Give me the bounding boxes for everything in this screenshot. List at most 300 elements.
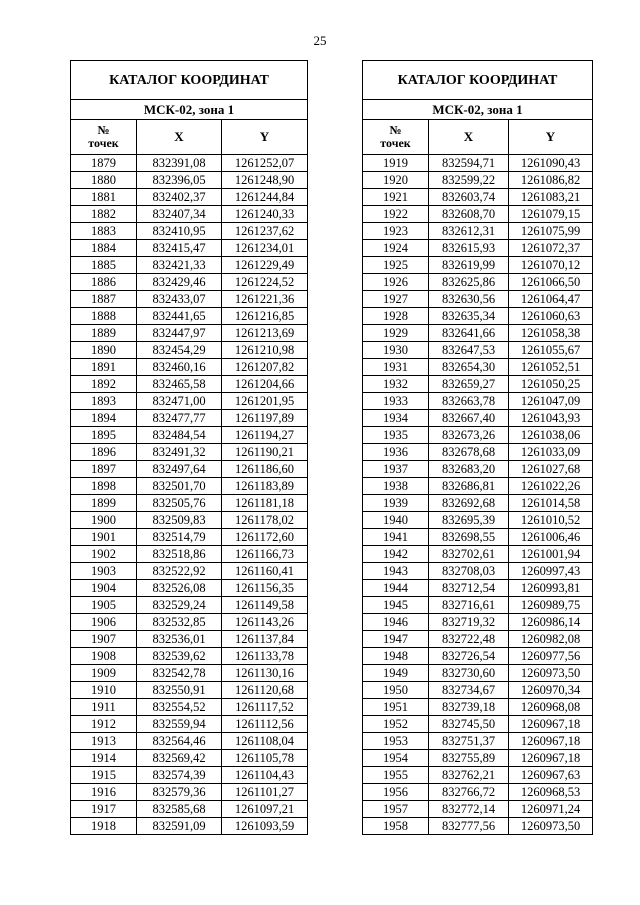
y-coordinate-cell: 1260989,75 — [509, 597, 593, 614]
point-number-cell: 1936 — [363, 444, 429, 461]
x-coordinate-cell: 832579,36 — [137, 784, 222, 801]
y-coordinate-cell: 1260973,50 — [509, 665, 593, 682]
x-coordinate-cell: 832454,29 — [137, 342, 222, 359]
catalog-title: КАТАЛОГ КООРДИНАТ — [363, 61, 593, 100]
table-row — [363, 495, 593, 512]
point-number-cell: 1887 — [71, 291, 137, 308]
point-number-cell: 1953 — [363, 733, 429, 750]
point-number-cell: 1906 — [71, 614, 137, 631]
x-coordinate-cell: 832421,33 — [137, 257, 222, 274]
y-coordinate-cell: 1261149,58 — [222, 597, 308, 614]
point-number-cell: 1884 — [71, 240, 137, 257]
point-number-cell: 1912 — [71, 716, 137, 733]
table-row — [71, 529, 308, 546]
table-row — [71, 580, 308, 597]
x-coordinate-cell: 832539,62 — [137, 648, 222, 665]
y-coordinate-cell: 1261133,78 — [222, 648, 308, 665]
table-row — [363, 189, 593, 206]
x-coordinate-cell: 832641,66 — [429, 325, 509, 342]
y-coordinate-cell: 1261101,27 — [222, 784, 308, 801]
y-coordinate-cell: 1260970,34 — [509, 682, 593, 699]
table-row — [71, 699, 308, 716]
x-coordinate-cell: 832554,52 — [137, 699, 222, 716]
y-coordinate-cell: 1261237,62 — [222, 223, 308, 240]
x-coordinate-cell: 832550,91 — [137, 682, 222, 699]
point-number-cell: 1934 — [363, 410, 429, 427]
point-number-cell: 1886 — [71, 274, 137, 291]
table-row — [363, 648, 593, 665]
point-number-cell: 1922 — [363, 206, 429, 223]
y-coordinate-cell: 1261033,09 — [509, 444, 593, 461]
table-row — [71, 648, 308, 665]
x-coordinate-cell: 832708,03 — [429, 563, 509, 580]
table-row — [71, 155, 308, 172]
y-coordinate-cell: 1261058,38 — [509, 325, 593, 342]
table-row — [363, 750, 593, 767]
x-coordinate-cell: 832692,68 — [429, 495, 509, 512]
x-coordinate-cell: 832594,71 — [429, 155, 509, 172]
x-coordinate-cell: 832608,70 — [429, 206, 509, 223]
page-number: 25 — [313, 33, 327, 48]
table-row — [363, 631, 593, 648]
y-coordinate-cell: 1261001,94 — [509, 546, 593, 563]
table-row — [71, 512, 308, 529]
table-row — [71, 359, 308, 376]
table-row — [71, 257, 308, 274]
y-coordinate-cell: 1260968,08 — [509, 699, 593, 716]
y-coordinate-cell: 1261204,66 — [222, 376, 308, 393]
x-coordinate-cell: 832471,00 — [137, 393, 222, 410]
table-body — [71, 155, 308, 835]
x-coordinate-cell: 832407,34 — [137, 206, 222, 223]
point-number-cell: 1942 — [363, 546, 429, 563]
y-coordinate-cell: 1260968,53 — [509, 784, 593, 801]
y-coordinate-cell: 1261194,27 — [222, 427, 308, 444]
point-number-cell: 1896 — [71, 444, 137, 461]
x-coordinate-cell: 832441,65 — [137, 308, 222, 325]
table-row — [71, 206, 308, 223]
point-number-cell: 1941 — [363, 529, 429, 546]
point-number-cell: 1890 — [71, 342, 137, 359]
point-number-cell: 1885 — [71, 257, 137, 274]
table-row — [71, 682, 308, 699]
table-row — [363, 665, 593, 682]
y-coordinate-cell: 1261038,06 — [509, 427, 593, 444]
point-number-cell: 1904 — [71, 580, 137, 597]
x-coordinate-cell: 832591,09 — [137, 818, 222, 835]
y-coordinate-cell: 1261197,89 — [222, 410, 308, 427]
x-coordinate-cell: 832460,16 — [137, 359, 222, 376]
point-number-cell: 1898 — [71, 478, 137, 495]
y-coordinate-cell: 1261252,07 — [222, 155, 308, 172]
x-coordinate-cell: 832739,18 — [429, 699, 509, 716]
x-coordinate-cell: 832716,61 — [429, 597, 509, 614]
table-row — [71, 818, 308, 835]
point-number-cell: 1881 — [71, 189, 137, 206]
point-number-cell: 1932 — [363, 376, 429, 393]
point-number-cell: 1929 — [363, 325, 429, 342]
point-number-cell: 1897 — [71, 461, 137, 478]
y-coordinate-cell: 1261183,89 — [222, 478, 308, 495]
y-coordinate-cell: 1261086,82 — [509, 172, 593, 189]
table-row — [71, 563, 308, 580]
y-coordinate-cell: 1261120,68 — [222, 682, 308, 699]
y-coordinate-cell: 1261216,85 — [222, 308, 308, 325]
y-coordinate-cell: 1261083,21 — [509, 189, 593, 206]
coordinate-catalog-table-right — [362, 60, 593, 835]
y-coordinate-cell: 1261060,63 — [509, 308, 593, 325]
column-header-x: X — [429, 120, 509, 155]
point-number-cell: 1944 — [363, 580, 429, 597]
y-coordinate-cell: 1261066,50 — [509, 274, 593, 291]
x-coordinate-cell: 832518,86 — [137, 546, 222, 563]
y-coordinate-cell: 1261027,68 — [509, 461, 593, 478]
table-row — [363, 614, 593, 631]
y-coordinate-cell: 1261022,26 — [509, 478, 593, 495]
point-number-cell: 1895 — [71, 427, 137, 444]
point-number-cell: 1924 — [363, 240, 429, 257]
point-number-cell: 1905 — [71, 597, 137, 614]
x-coordinate-cell: 832529,24 — [137, 597, 222, 614]
y-coordinate-cell: 1260973,50 — [509, 818, 593, 835]
y-coordinate-cell: 1261070,12 — [509, 257, 593, 274]
coordinate-system-label: МСК-02, зона 1 — [363, 100, 593, 120]
y-coordinate-cell: 1260967,63 — [509, 767, 593, 784]
x-coordinate-cell: 832625,86 — [429, 274, 509, 291]
table-body — [363, 155, 593, 835]
x-coordinate-cell: 832654,30 — [429, 359, 509, 376]
y-coordinate-cell: 1261112,56 — [222, 716, 308, 733]
x-coordinate-cell: 832777,56 — [429, 818, 509, 835]
x-coordinate-cell: 832505,76 — [137, 495, 222, 512]
y-coordinate-cell: 1261055,67 — [509, 342, 593, 359]
point-number-cell: 1949 — [363, 665, 429, 682]
x-coordinate-cell: 832585,68 — [137, 801, 222, 818]
table-row — [363, 325, 593, 342]
table-row — [363, 308, 593, 325]
table-row — [363, 172, 593, 189]
point-number-cell: 1938 — [363, 478, 429, 495]
x-coordinate-cell: 832603,74 — [429, 189, 509, 206]
point-number-cell: 1907 — [71, 631, 137, 648]
x-coordinate-cell: 832501,70 — [137, 478, 222, 495]
x-coordinate-cell: 832509,83 — [137, 512, 222, 529]
x-coordinate-cell: 832532,85 — [137, 614, 222, 631]
table-row — [363, 376, 593, 393]
x-coordinate-cell: 832766,72 — [429, 784, 509, 801]
y-coordinate-cell: 1261006,46 — [509, 529, 593, 546]
point-number-cell: 1880 — [71, 172, 137, 189]
x-coordinate-cell: 832702,61 — [429, 546, 509, 563]
x-coordinate-cell: 832730,60 — [429, 665, 509, 682]
y-coordinate-cell: 1260997,43 — [509, 563, 593, 580]
y-coordinate-cell: 1261248,90 — [222, 172, 308, 189]
x-coordinate-cell: 832712,54 — [429, 580, 509, 597]
table-row — [363, 206, 593, 223]
x-coordinate-cell: 832564,46 — [137, 733, 222, 750]
y-coordinate-cell: 1261093,59 — [222, 818, 308, 835]
coordinate-catalog-table-left — [70, 60, 308, 835]
table-row — [71, 801, 308, 818]
point-number-cell: 1956 — [363, 784, 429, 801]
x-coordinate-cell: 832659,27 — [429, 376, 509, 393]
table-row — [363, 478, 593, 495]
x-coordinate-cell: 832635,34 — [429, 308, 509, 325]
point-number-cell: 1894 — [71, 410, 137, 427]
y-coordinate-cell: 1261079,15 — [509, 206, 593, 223]
point-number-cell: 1931 — [363, 359, 429, 376]
table-row — [71, 444, 308, 461]
table-row — [71, 427, 308, 444]
table-row — [363, 155, 593, 172]
x-coordinate-cell: 832726,54 — [429, 648, 509, 665]
table-row — [363, 223, 593, 240]
point-number-cell: 1891 — [71, 359, 137, 376]
table-row — [363, 359, 593, 376]
table-row — [71, 325, 308, 342]
x-coordinate-cell: 832745,50 — [429, 716, 509, 733]
y-coordinate-cell: 1261190,21 — [222, 444, 308, 461]
y-coordinate-cell: 1260971,24 — [509, 801, 593, 818]
y-coordinate-cell: 1261234,01 — [222, 240, 308, 257]
table-row — [363, 580, 593, 597]
x-coordinate-cell: 832526,08 — [137, 580, 222, 597]
x-coordinate-cell: 832514,79 — [137, 529, 222, 546]
table-row — [71, 223, 308, 240]
point-number-cell: 1927 — [363, 291, 429, 308]
x-coordinate-cell: 832630,56 — [429, 291, 509, 308]
table-row — [71, 631, 308, 648]
x-coordinate-cell: 832755,89 — [429, 750, 509, 767]
y-coordinate-cell: 1261064,47 — [509, 291, 593, 308]
point-number-cell: 1957 — [363, 801, 429, 818]
y-coordinate-cell: 1260967,18 — [509, 716, 593, 733]
point-number-cell: 1900 — [71, 512, 137, 529]
point-number-cell: 1914 — [71, 750, 137, 767]
point-number-cell: 1908 — [71, 648, 137, 665]
y-coordinate-cell: 1261229,49 — [222, 257, 308, 274]
y-coordinate-cell: 1261043,93 — [509, 410, 593, 427]
x-coordinate-cell: 832686,81 — [429, 478, 509, 495]
table-row — [71, 172, 308, 189]
table-row — [71, 376, 308, 393]
point-number-cell: 1951 — [363, 699, 429, 716]
x-coordinate-cell: 832396,05 — [137, 172, 222, 189]
column-header-points: точек — [380, 136, 411, 150]
table-row — [71, 665, 308, 682]
point-number-cell: 1935 — [363, 427, 429, 444]
table-row — [71, 189, 308, 206]
point-number-cell: 1879 — [71, 155, 137, 172]
table-row — [363, 257, 593, 274]
x-coordinate-cell: 832772,14 — [429, 801, 509, 818]
coordinate-system-label: МСК-02, зона 1 — [71, 100, 308, 120]
table-row — [363, 784, 593, 801]
table-row — [71, 784, 308, 801]
y-coordinate-cell: 1261014,58 — [509, 495, 593, 512]
x-coordinate-cell: 832410,95 — [137, 223, 222, 240]
x-coordinate-cell: 832719,32 — [429, 614, 509, 631]
table-row — [363, 546, 593, 563]
point-number-cell: 1919 — [363, 155, 429, 172]
x-coordinate-cell: 832522,92 — [137, 563, 222, 580]
y-coordinate-cell: 1261221,36 — [222, 291, 308, 308]
table-row — [363, 240, 593, 257]
y-coordinate-cell: 1261072,37 — [509, 240, 593, 257]
point-number-cell: 1899 — [71, 495, 137, 512]
y-coordinate-cell: 1260967,18 — [509, 733, 593, 750]
point-number-cell: 1937 — [363, 461, 429, 478]
table-row — [71, 597, 308, 614]
y-coordinate-cell: 1261052,51 — [509, 359, 593, 376]
x-coordinate-cell: 832751,37 — [429, 733, 509, 750]
x-coordinate-cell: 832698,55 — [429, 529, 509, 546]
table-row — [363, 716, 593, 733]
x-coordinate-cell: 832536,01 — [137, 631, 222, 648]
x-coordinate-cell: 832667,40 — [429, 410, 509, 427]
table-row — [363, 393, 593, 410]
point-number-cell: 1955 — [363, 767, 429, 784]
y-coordinate-cell: 1261010,52 — [509, 512, 593, 529]
point-number-cell: 1911 — [71, 699, 137, 716]
column-header-point-number — [363, 120, 429, 155]
point-number-cell: 1923 — [363, 223, 429, 240]
x-coordinate-cell: 832484,54 — [137, 427, 222, 444]
y-coordinate-cell: 1261224,52 — [222, 274, 308, 291]
point-number-cell: 1946 — [363, 614, 429, 631]
table-row — [363, 733, 593, 750]
x-coordinate-cell: 832619,99 — [429, 257, 509, 274]
point-number-cell: 1882 — [71, 206, 137, 223]
x-coordinate-cell: 832465,58 — [137, 376, 222, 393]
column-header-num-sign: № — [97, 123, 110, 137]
point-number-cell: 1943 — [363, 563, 429, 580]
y-coordinate-cell: 1261075,99 — [509, 223, 593, 240]
x-coordinate-cell: 832683,20 — [429, 461, 509, 478]
x-coordinate-cell: 832673,26 — [429, 427, 509, 444]
point-number-cell: 1950 — [363, 682, 429, 699]
table-row — [363, 274, 593, 291]
point-number-cell: 1945 — [363, 597, 429, 614]
y-coordinate-cell: 1261207,82 — [222, 359, 308, 376]
y-coordinate-cell: 1260982,08 — [509, 631, 593, 648]
x-coordinate-cell: 832762,21 — [429, 767, 509, 784]
x-coordinate-cell: 832574,39 — [137, 767, 222, 784]
y-coordinate-cell: 1261156,35 — [222, 580, 308, 597]
point-number-cell: 1903 — [71, 563, 137, 580]
point-number-cell: 1952 — [363, 716, 429, 733]
y-coordinate-cell: 1261240,33 — [222, 206, 308, 223]
y-coordinate-cell: 1261097,21 — [222, 801, 308, 818]
x-coordinate-cell: 832663,78 — [429, 393, 509, 410]
point-number-cell: 1883 — [71, 223, 137, 240]
x-coordinate-cell: 832415,47 — [137, 240, 222, 257]
table-row — [71, 461, 308, 478]
point-number-cell: 1954 — [363, 750, 429, 767]
table-row — [71, 240, 308, 257]
table-row — [71, 733, 308, 750]
x-coordinate-cell: 832491,32 — [137, 444, 222, 461]
point-number-cell: 1940 — [363, 512, 429, 529]
table-row — [363, 427, 593, 444]
table-row — [71, 342, 308, 359]
table-row — [363, 563, 593, 580]
table-row — [363, 461, 593, 478]
x-coordinate-cell: 832477,77 — [137, 410, 222, 427]
y-coordinate-cell: 1261201,95 — [222, 393, 308, 410]
table-row — [363, 342, 593, 359]
point-number-cell: 1909 — [71, 665, 137, 682]
table-row — [363, 699, 593, 716]
column-header-x: X — [137, 120, 222, 155]
point-number-cell: 1917 — [71, 801, 137, 818]
x-coordinate-cell: 832433,07 — [137, 291, 222, 308]
column-header-num-sign: № — [389, 123, 402, 137]
column-header-points: точек — [88, 136, 119, 150]
y-coordinate-cell: 1261108,04 — [222, 733, 308, 750]
column-header-y: Y — [222, 120, 308, 155]
x-coordinate-cell: 832497,64 — [137, 461, 222, 478]
x-coordinate-cell: 832599,22 — [429, 172, 509, 189]
y-coordinate-cell: 1260986,14 — [509, 614, 593, 631]
y-coordinate-cell: 1261181,18 — [222, 495, 308, 512]
catalog-title: КАТАЛОГ КООРДИНАТ — [71, 61, 308, 100]
x-coordinate-cell: 832569,42 — [137, 750, 222, 767]
table-row — [363, 444, 593, 461]
point-number-cell: 1913 — [71, 733, 137, 750]
y-coordinate-cell: 1261104,43 — [222, 767, 308, 784]
table-row — [363, 682, 593, 699]
y-coordinate-cell: 1261117,52 — [222, 699, 308, 716]
point-number-cell: 1948 — [363, 648, 429, 665]
y-coordinate-cell: 1261166,73 — [222, 546, 308, 563]
point-number-cell: 1893 — [71, 393, 137, 410]
point-number-cell: 1928 — [363, 308, 429, 325]
y-coordinate-cell: 1261090,43 — [509, 155, 593, 172]
table-row — [71, 546, 308, 563]
x-coordinate-cell: 832612,31 — [429, 223, 509, 240]
point-number-cell: 1892 — [71, 376, 137, 393]
y-coordinate-cell: 1261160,41 — [222, 563, 308, 580]
point-number-cell: 1902 — [71, 546, 137, 563]
y-coordinate-cell: 1260967,18 — [509, 750, 593, 767]
table-row — [71, 274, 308, 291]
y-coordinate-cell: 1261186,60 — [222, 461, 308, 478]
table-row — [71, 614, 308, 631]
point-number-cell: 1930 — [363, 342, 429, 359]
point-number-cell: 1926 — [363, 274, 429, 291]
table-row — [363, 818, 593, 835]
x-coordinate-cell: 832678,68 — [429, 444, 509, 461]
y-coordinate-cell: 1261213,69 — [222, 325, 308, 342]
point-number-cell: 1888 — [71, 308, 137, 325]
x-coordinate-cell: 832542,78 — [137, 665, 222, 682]
table-row — [363, 291, 593, 308]
point-number-cell: 1933 — [363, 393, 429, 410]
table-row — [363, 529, 593, 546]
column-header-point-number — [71, 120, 137, 155]
y-coordinate-cell: 1261210,98 — [222, 342, 308, 359]
table-row — [363, 597, 593, 614]
table-row — [71, 495, 308, 512]
y-coordinate-cell: 1261105,78 — [222, 750, 308, 767]
y-coordinate-cell: 1260977,56 — [509, 648, 593, 665]
y-coordinate-cell: 1261130,16 — [222, 665, 308, 682]
table-row — [71, 478, 308, 495]
x-coordinate-cell: 832402,37 — [137, 189, 222, 206]
table-row — [71, 410, 308, 427]
point-number-cell: 1939 — [363, 495, 429, 512]
